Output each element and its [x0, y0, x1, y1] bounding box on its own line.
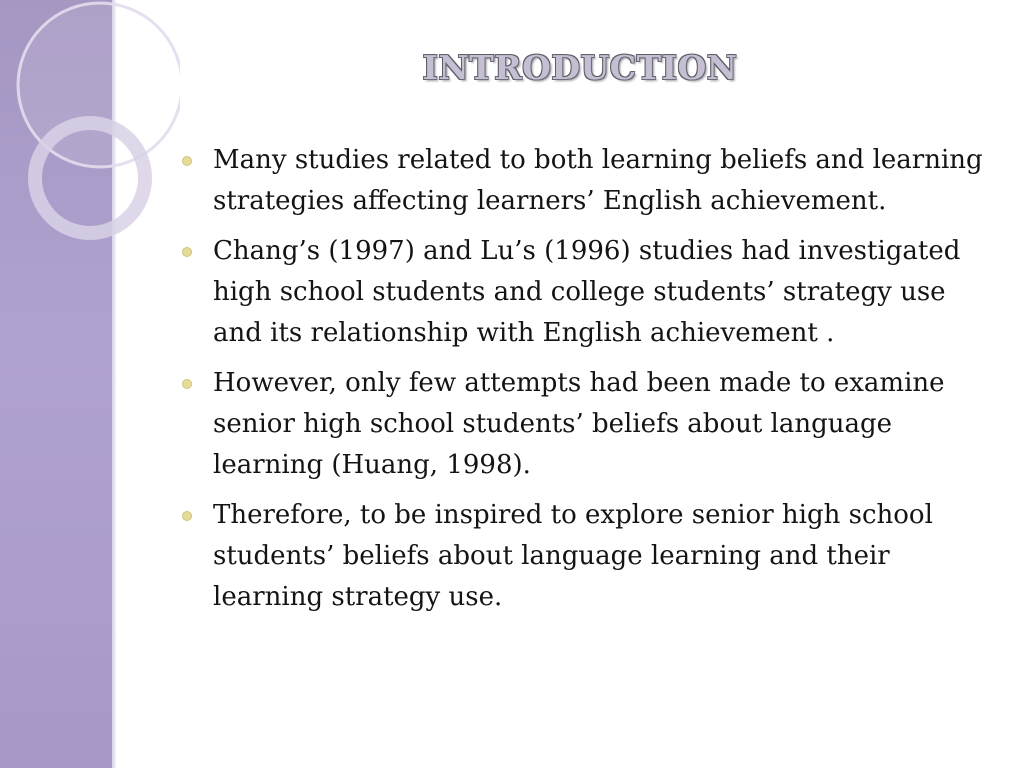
bullet-text: Therefore, to be inspired to explore senior high school students’ beliefs about language learning and their learning strategy use. — [213, 500, 933, 612]
bullet-item — [180, 363, 1000, 486]
round-bullet-icon — [182, 156, 192, 166]
bullet-item — [180, 231, 1000, 354]
bullet-text: However, only few attempts had been made to examine senior high school students’ beliefs about language learning (Huang, 1998). — [213, 368, 945, 480]
bullet-item — [180, 495, 1000, 618]
slide-title: INTRODUCTION — [422, 48, 738, 87]
round-bullet-icon — [182, 379, 192, 389]
bullet-text: Chang’s (1997) and Lu’s (1996) studies had investigated high school students and college students’ strategy use and its relationship with English achievement . — [213, 236, 961, 348]
bullet-text: Many studies related to both learning beliefs and learning strategies affecting learners’ English achievement. — [213, 145, 983, 216]
slide-content — [180, 140, 1000, 627]
round-bullet-icon — [182, 511, 192, 521]
bullet-list — [180, 140, 1000, 618]
round-bullet-icon — [182, 247, 192, 257]
decorative-rings — [0, 0, 180, 280]
bullet-item — [180, 140, 1000, 222]
